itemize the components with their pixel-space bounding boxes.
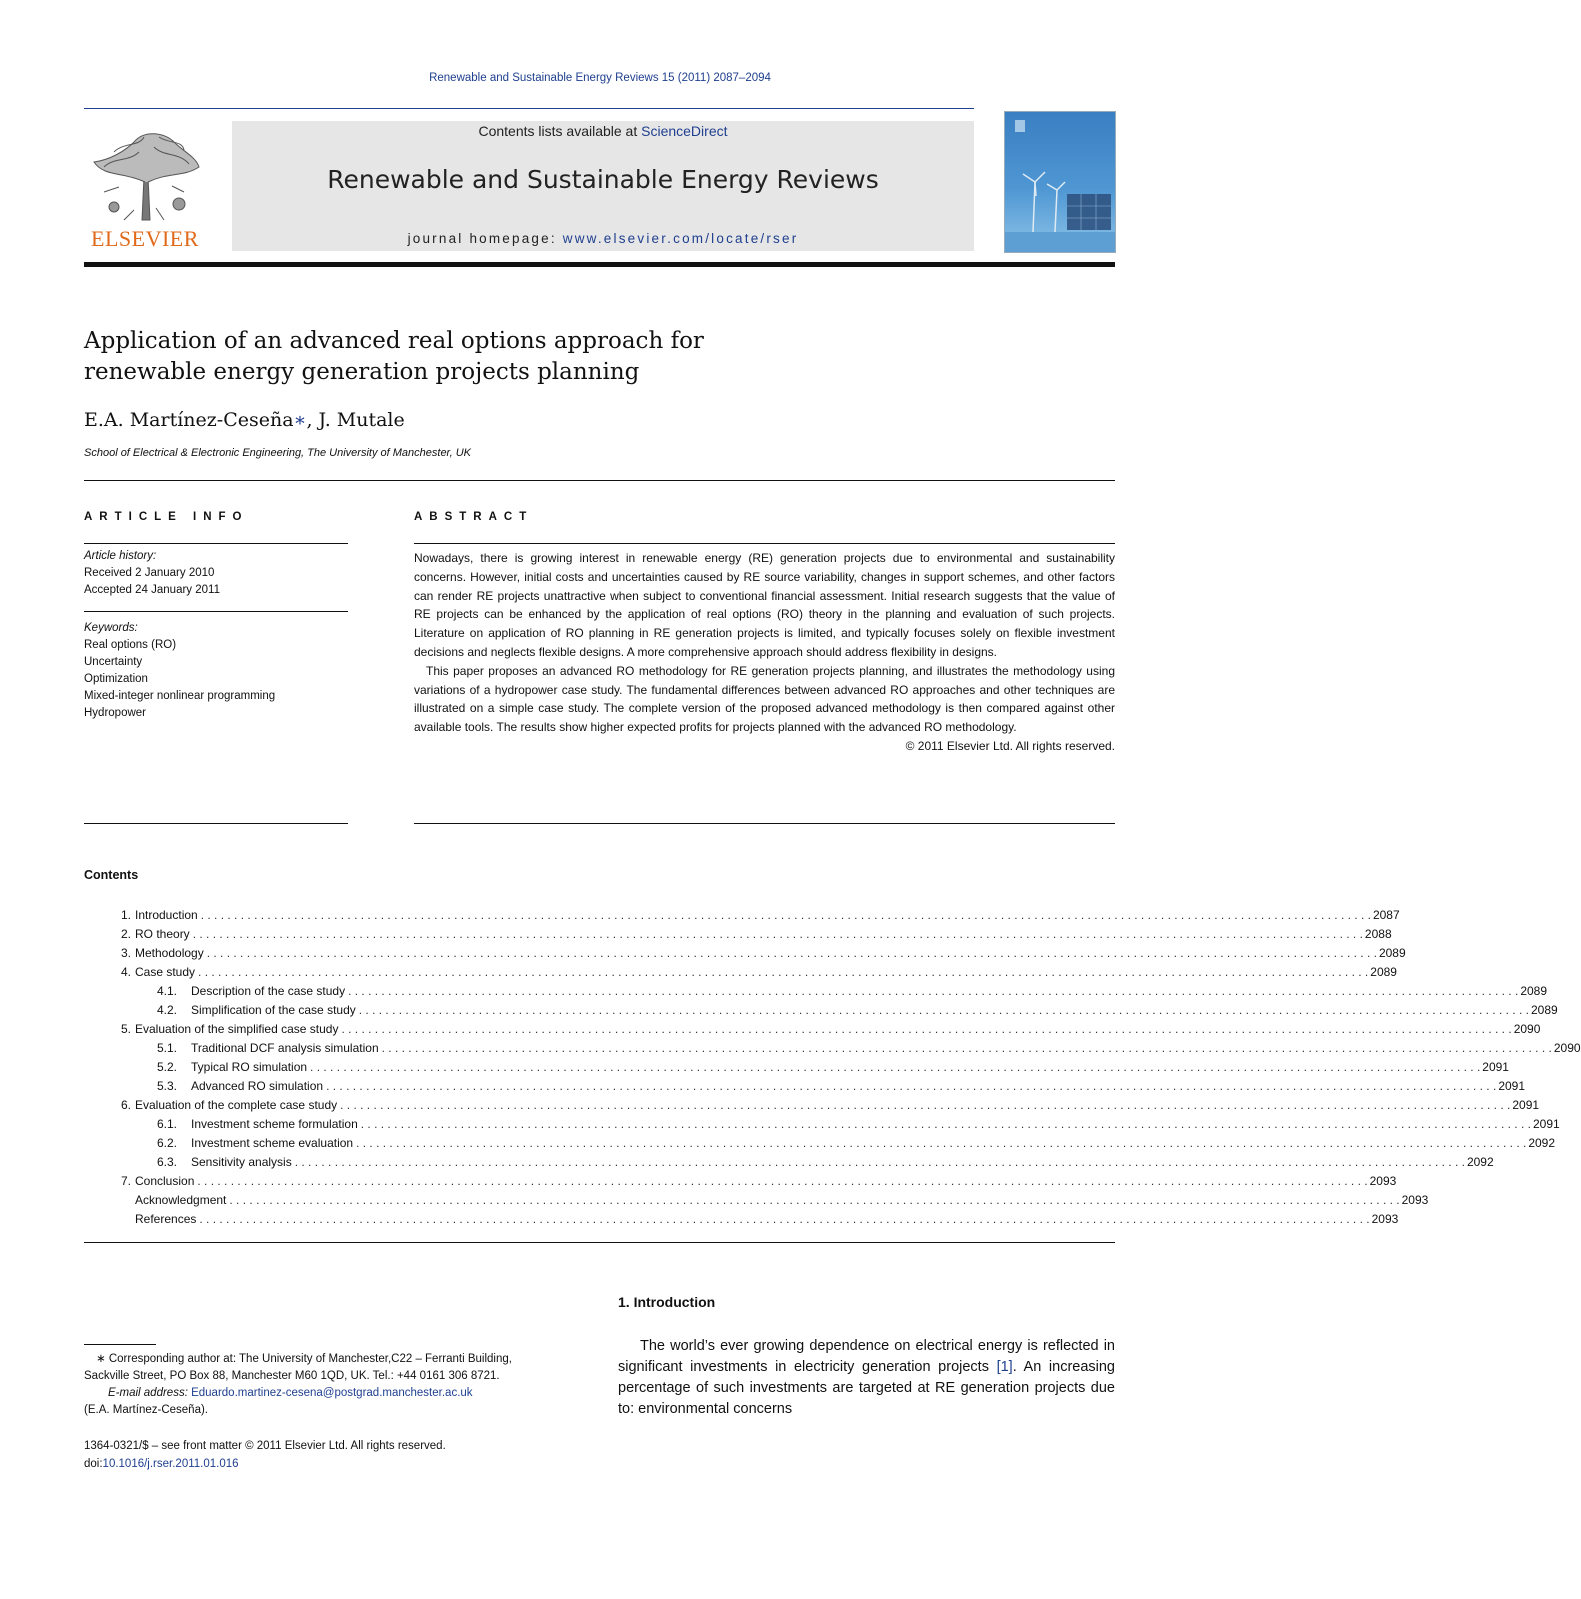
- toc-leader-dots: . . . . . . . . . . . . . . . . . . . . . . . . . . . . . . . . . . . . . . . . . . . . . . . . . . . . . . . . . . . . . . . . . . . . . . . . . . . . . . . . . . . . . . . . . . . . . . . . . . . . . . . . . . . . . . . . . . . . . . . . . . . . . . . . . . . . . . . . . . . . . . . . . . . . . . . . . . . . . . . . . . . . . . . . . . . . . . . .: [341, 1022, 1512, 1036]
- intro-text-b: . An increasing percentage of such investments are targeted at RE generation projects due to: environmental concerns: [618, 1359, 1115, 1417]
- toc-leader-dots: . . . . . . . . . . . . . . . . . . . . . . . . . . . . . . . . . . . . . . . . . . . . . . . . . . . . . . . . . . . . . . . . . . . . . . . . . . . . . . . . . . . . . . . . . . . . . . . . . . . . . . . . . . . . . . . . . . . . . . . . . . . . . . . . . . . . . . . . . . . . . . . . . . . . . . . . . . . . . . . . . . . . . . . . . . . . . . . .: [192, 927, 1363, 941]
- tree-icon: [84, 122, 206, 222]
- toc-page-number: 2089: [1530, 1003, 1558, 1017]
- toc-row[interactable]: [84, 982, 1548, 1001]
- toc-row[interactable]: [84, 1134, 1556, 1153]
- toc-leader-dots: . . . . . . . . . . . . . . . . . . . . . . . . . . . . . . . . . . . . . . . . . . . . . . . . . . . . . . . . . . . . . . . . . . . . . . . . . . . . . . . . . . . . . . . . . . . . . . . . . . . . . . . . . . . . . . . . . . . . . . . . . . . . . . . . . . . . . . . . . . . . . . . . . . . . . . . . . . . . . . . . . . . . . . . . . . . . . . . .: [199, 1212, 1370, 1226]
- homepage-prefix: journal homepage:: [407, 231, 563, 246]
- toc-page-number: 2091: [1482, 1060, 1509, 1074]
- contents-heading: Contents: [84, 868, 139, 882]
- toc-row[interactable]: [84, 1020, 1541, 1039]
- toc-row[interactable]: [84, 906, 1400, 925]
- keywords-block: [84, 620, 275, 722]
- keyword: Optimization: [84, 673, 148, 685]
- header-thick-rule: [84, 262, 1115, 267]
- toc-number: 4.2.: [156, 1003, 177, 1017]
- toc-row[interactable]: [84, 1191, 1429, 1210]
- abstract-paragraph-1: Nowadays, there is growing interest in renewable energy (RE) generation projects due to environmental and sustainability concerns. However, initial costs and uncertainties caused by RE source variability, changes in support schemes, and other factors can render RE projects unattractive when subject to conventional financial assessment. Initial research suggests that the value of RE projects can be enhanced by the application of real options (RO) theory in the planning and evaluation of such projects. Literature on application of RO planning in RE generation projects is limited, and typically focuses solely on flexible investment decisions and neglects flexible designs. A more comprehensive approach should address flexibility in designs.: [414, 551, 1115, 659]
- toc-leader-dots: . . . . . . . . . . . . . . . . . . . . . . . . . . . . . . . . . . . . . . . . . . . . . . . . . . . . . . . . . . . . . . . . . . . . . . . . . . . . . . . . . . . . . . . . . . . . . . . . . . . . . . . . . . . . . . . . . . . . . . . . . . . . . . . . . . . . . . . . . . . . . . . . . . . . . . . . . . . . . . . . . . . . . . . . . . . . . . . .: [340, 1098, 1511, 1112]
- toc-row[interactable]: [84, 1115, 1560, 1134]
- section-rule: [84, 480, 1115, 481]
- toc-gap: [177, 1058, 191, 1077]
- homepage-link[interactable]: www.elsevier.com/locate/rser: [562, 231, 799, 246]
- cover-art-icon: [1005, 112, 1115, 252]
- toc-number: 6.: [120, 1098, 131, 1112]
- toc-label[interactable]: Description of the case study: [191, 984, 346, 998]
- toc-page-number: 2089: [1520, 984, 1548, 998]
- toc-gap: [177, 1115, 191, 1134]
- toc-page-number: 2091: [1512, 1098, 1540, 1112]
- toc-label[interactable]: Advanced RO simulation: [191, 1079, 324, 1093]
- corresponding-author-footnote: [84, 1351, 584, 1419]
- keyword: Real options (RO): [84, 639, 177, 651]
- toc-page-number: 2092: [1466, 1155, 1494, 1169]
- toc-page-number: 2092: [1528, 1136, 1556, 1150]
- journal-title: Renewable and Sustainable Energy Reviews: [327, 165, 879, 194]
- toc-gap: [177, 982, 191, 1001]
- footnote-rule: [84, 1344, 156, 1345]
- article-info-bottom-rule: [84, 823, 348, 824]
- toc-number: 5.2.: [156, 1060, 177, 1074]
- toc-number: 4.1.: [156, 984, 177, 998]
- keywords-rule: [84, 611, 348, 612]
- toc-page-number: 2090: [1513, 1022, 1541, 1036]
- toc-page-number: 2093: [1369, 1174, 1397, 1188]
- corresponding-author-marker[interactable]: ∗: [293, 409, 307, 431]
- toc-leader-dots: . . . . . . . . . . . . . . . . . . . . . . . . . . . . . . . . . . . . . . . . . . . . . . . . . . . . . . . . . . . . . . . . . . . . . . . . . . . . . . . . . . . . . . . . . . . . . . . . . . . . . . . . . . . . . . . . . . . . . . . . . . . . . . . . . . . . . . . . . . . . . . . . . . . . . . . . . . . . . . . . . . . . . . . . . . . . . . . .: [310, 1060, 1481, 1074]
- toc-leader-dots: . . . . . . . . . . . . . . . . . . . . . . . . . . . . . . . . . . . . . . . . . . . . . . . . . . . . . . . . . . . . . . . . . . . . . . . . . . . . . . . . . . . . . . . . . . . . . . . . . . . . . . . . . . . . . . . . . . . . . . . . . . . . . . . . . . . . . . . . . . . . . . . . . . . . . . . . . . . . . . . . . . . . . . . . . . . . . . . .: [326, 1079, 1497, 1093]
- doi-label: doi:: [84, 1458, 103, 1470]
- toc-number: 1.: [120, 908, 131, 922]
- abstract-heading: ABSTRACT: [414, 511, 534, 523]
- toc-leader-dots: . . . . . . . . . . . . . . . . . . . . . . . . . . . . . . . . . . . . . . . . . . . . . . . . . . . . . . . . . . . . . . . . . . . . . . . . . . . . . . . . . . . . . . . . . . . . . . . . . . . . . . . . . . . . . . . . . . . . . . . . . . . . . . . . . . . . . . . . . . . . . . . . . . . . . . . . . . . . . . . . . . . . . . . . . . . . . . . .: [356, 1136, 1527, 1150]
- toc-label[interactable]: Traditional DCF analysis simulation: [191, 1041, 379, 1055]
- toc-row[interactable]: [84, 1172, 1397, 1191]
- toc-number: 2.: [120, 927, 131, 941]
- toc-number: 5.: [120, 1022, 131, 1036]
- elsevier-wordmark: ELSEVIER: [91, 226, 199, 251]
- toc-number: 5.3.: [156, 1079, 177, 1093]
- toc-page-number: 2088: [1364, 927, 1392, 941]
- toc-row[interactable]: [84, 1001, 1558, 1020]
- sciencedirect-link[interactable]: ScienceDirect: [641, 123, 728, 139]
- contents-bottom-rule: [84, 1242, 1115, 1243]
- footnote-line-4: (E.A. Martínez-Ceseña).: [84, 1404, 208, 1416]
- intro-text-a: The world’s ever growing dependence on electrical energy is reflected in significant investments in electricity generation projects: [618, 1338, 1115, 1375]
- toc-label[interactable]: Introduction: [135, 908, 198, 922]
- toc-gap: [177, 1153, 191, 1172]
- toc-page-number: 2087: [1372, 908, 1400, 922]
- toc-label[interactable]: Acknowledgment: [135, 1193, 227, 1207]
- toc-row[interactable]: [84, 944, 1406, 963]
- author-2: , J. Mutale: [306, 409, 405, 431]
- header-rule: [84, 108, 974, 109]
- toc-row[interactable]: [84, 925, 1392, 944]
- email-link[interactable]: Eduardo.martinez-cesena@postgrad.manchester.ac.uk: [191, 1387, 473, 1399]
- abstract-paragraph-2: This paper proposes an advanced RO methodology for RE generation projects planning, and illustrates the methodology using variations of a hydropower case study. The fundamental differences between advanced RO approaches and other techniques are illustrated on a simple case study. The complete version of the proposed advanced methodology is then compared against other available tools. The results show higher expected profits for projects planned with the advanced RO methodology.: [414, 663, 1115, 735]
- toc-leader-dots: . . . . . . . . . . . . . . . . . . . . . . . . . . . . . . . . . . . . . . . . . . . . . . . . . . . . . . . . . . . . . . . . . . . . . . . . . . . . . . . . . . . . . . . . . . . . . . . . . . . . . . . . . . . . . . . . . . . . . . . . . . . . . . . . . . . . . . . . . . . . . . . . . . . . . . . . . . . . . . . . . . . . . . . . . . . . . . . .: [381, 1041, 1552, 1055]
- article-title: [84, 326, 904, 388]
- toc-number: 3.: [120, 946, 131, 960]
- toc-gap: [177, 1001, 191, 1020]
- toc-row[interactable]: [84, 1153, 1494, 1172]
- toc-leader-dots: . . . . . . . . . . . . . . . . . . . . . . . . . . . . . . . . . . . . . . . . . . . . . . . . . . . . . . . . . . . . . . . . . . . . . . . . . . . . . . . . . . . . . . . . . . . . . . . . . . . . . . . . . . . . . . . . . . . . . . . . . . . . . . . . . . . . . . . . . . . . . . . . . . . . . . . . . . . . . . . . . . . . . . . . . . . . . . . .: [229, 1193, 1400, 1207]
- toc-number: [84, 1210, 131, 1229]
- keyword: Hydropower: [84, 707, 146, 719]
- running-head: Renewable and Sustainable Energy Reviews 15 (2011) 2087–2094: [429, 72, 771, 84]
- toc-page-number: 2089: [1378, 946, 1406, 960]
- affiliation: School of Electrical & Electronic Engineering, The University of Manchester, UK: [84, 447, 472, 459]
- keyword: Mixed-integer nonlinear programming: [84, 690, 276, 702]
- toc-leader-dots: . . . . . . . . . . . . . . . . . . . . . . . . . . . . . . . . . . . . . . . . . . . . . . . . . . . . . . . . . . . . . . . . . . . . . . . . . . . . . . . . . . . . . . . . . . . . . . . . . . . . . . . . . . . . . . . . . . . . . . . . . . . . . . . . . . . . . . . . . . . . . . . . . . . . . . . . . . . . . . . . . . . . . . . . . . . . . . . .: [206, 946, 1377, 960]
- abstract-body: [414, 549, 1115, 756]
- contents-prefix: Contents lists available at: [478, 123, 642, 139]
- toc-row[interactable]: [84, 1096, 1540, 1115]
- toc-number: 7.: [120, 1174, 131, 1188]
- received-date: Received 2 January 2010: [84, 567, 215, 579]
- elsevier-logo: [84, 122, 206, 252]
- toc-leader-dots: . . . . . . . . . . . . . . . . . . . . . . . . . . . . . . . . . . . . . . . . . . . . . . . . . . . . . . . . . . . . . . . . . . . . . . . . . . . . . . . . . . . . . . . . . . . . . . . . . . . . . . . . . . . . . . . . . . . . . . . . . . . . . . . . . . . . . . . . . . . . . . . . . . . . . . . . . . . . . . . . . . . . . . . . . . . . . . . .: [200, 908, 1371, 922]
- toc-leader-dots: . . . . . . . . . . . . . . . . . . . . . . . . . . . . . . . . . . . . . . . . . . . . . . . . . . . . . . . . . . . . . . . . . . . . . . . . . . . . . . . . . . . . . . . . . . . . . . . . . . . . . . . . . . . . . . . . . . . . . . . . . . . . . . . . . . . . . . . . . . . . . . . . . . . . . . . . . . . . . . . . . . . . . . . . . . . . . . . .: [348, 984, 1519, 998]
- toc-page-number: 2091: [1532, 1117, 1560, 1131]
- article-info-rule: [84, 543, 348, 544]
- toc-number: 4.: [120, 965, 131, 979]
- journal-homepage: [232, 231, 974, 246]
- toc-leader-dots: . . . . . . . . . . . . . . . . . . . . . . . . . . . . . . . . . . . . . . . . . . . . . . . . . . . . . . . . . . . . . . . . . . . . . . . . . . . . . . . . . . . . . . . . . . . . . . . . . . . . . . . . . . . . . . . . . . . . . . . . . . . . . . . . . . . . . . . . . . . . . . . . . . . . . . . . . . . . . . . . . . . . . . . . . . . . . . . .: [358, 1003, 1529, 1017]
- toc-row[interactable]: [84, 963, 1397, 982]
- toc-page-number: 2093: [1371, 1212, 1399, 1226]
- toc-label[interactable]: Case study: [135, 965, 196, 979]
- doi-link[interactable]: 10.1016/j.rser.2011.01.016: [102, 1458, 239, 1470]
- issn-block: [84, 1437, 604, 1473]
- journal-cover-image: [1004, 111, 1116, 253]
- toc-gap: [177, 1134, 191, 1153]
- title-line-1: Application of an advanced real options approach for: [84, 328, 704, 354]
- article-info-heading: ARTICLE INFO: [84, 511, 249, 523]
- toc-leader-dots: . . . . . . . . . . . . . . . . . . . . . . . . . . . . . . . . . . . . . . . . . . . . . . . . . . . . . . . . . . . . . . . . . . . . . . . . . . . . . . . . . . . . . . . . . . . . . . . . . . . . . . . . . . . . . . . . . . . . . . . . . . . . . . . . . . . . . . . . . . . . . . . . . . . . . . . . . . . . . . . . . . . . . . . . . . . . . . . .: [198, 965, 1369, 979]
- email-label: E-mail address:: [108, 1387, 192, 1399]
- author-list: [84, 409, 405, 431]
- toc-number: 6.1.: [156, 1117, 177, 1131]
- footnote-email-line: [84, 1385, 584, 1402]
- toc-row[interactable]: [84, 1039, 1581, 1058]
- toc-number: 6.2.: [156, 1136, 177, 1150]
- accepted-date: Accepted 24 January 2011: [84, 584, 220, 596]
- toc-label[interactable]: Typical RO simulation: [191, 1060, 308, 1074]
- doi-line: [84, 1455, 604, 1473]
- toc-number: 5.1.: [156, 1041, 177, 1055]
- keyword: Uncertainty: [84, 656, 143, 668]
- issn-line: 1364-0321/$ – see front matter © 2011 Elsevier Ltd. All rights reserved.: [84, 1440, 446, 1452]
- toc-number: [84, 1191, 131, 1210]
- toc-label[interactable]: RO theory: [135, 927, 190, 941]
- toc-row[interactable]: [84, 1058, 1509, 1077]
- table-of-contents: [84, 906, 1581, 1229]
- keywords-label: Keywords:: [84, 622, 138, 634]
- copyright-notice: © 2011 Elsevier Ltd. All rights reserved.: [905, 738, 1115, 753]
- footnote-line-1: ∗ Corresponding author at: The University of Manchester,C22 – Ferranti Building,: [96, 1353, 512, 1365]
- toc-label[interactable]: Methodology: [135, 946, 204, 960]
- toc-label[interactable]: Sensitivity analysis: [191, 1155, 292, 1169]
- introduction-text: [618, 1336, 1115, 1420]
- toc-number: 6.3.: [156, 1155, 177, 1169]
- toc-leader-dots: . . . . . . . . . . . . . . . . . . . . . . . . . . . . . . . . . . . . . . . . . . . . . . . . . . . . . . . . . . . . . . . . . . . . . . . . . . . . . . . . . . . . . . . . . . . . . . . . . . . . . . . . . . . . . . . . . . . . . . . . . . . . . . . . . . . . . . . . . . . . . . . . . . . . . . . . . . . . . . . . . . . . . . . . . . . . . . . .: [197, 1174, 1368, 1188]
- toc-gap: [177, 1077, 191, 1096]
- toc-leader-dots: . . . . . . . . . . . . . . . . . . . . . . . . . . . . . . . . . . . . . . . . . . . . . . . . . . . . . . . . . . . . . . . . . . . . . . . . . . . . . . . . . . . . . . . . . . . . . . . . . . . . . . . . . . . . . . . . . . . . . . . . . . . . . . . . . . . . . . . . . . . . . . . . . . . . . . . . . . . . . . . . . . . . . . . . . . . . . . . .: [294, 1155, 1465, 1169]
- toc-label[interactable]: Investment scheme evaluation: [191, 1136, 354, 1150]
- title-line-2: renewable energy generation projects planning: [84, 359, 640, 385]
- toc-label[interactable]: Investment scheme formulation: [191, 1117, 358, 1131]
- toc-label[interactable]: Conclusion: [135, 1174, 195, 1188]
- toc-row[interactable]: [84, 1077, 1526, 1096]
- introduction-heading: 1. Introduction: [618, 1294, 716, 1310]
- toc-label[interactable]: Simplification of the case study: [191, 1003, 356, 1017]
- history-label: Article history:: [84, 550, 157, 562]
- contents-available: [232, 123, 974, 139]
- toc-page-number: 2090: [1553, 1041, 1581, 1055]
- citation-link[interactable]: [1]: [996, 1359, 1013, 1375]
- footnote-line-2: Sackville Street, PO Box 88, Manchester M60 1QD, UK. Tel.: +44 0161 306 8721.: [84, 1370, 500, 1382]
- article-history: [84, 548, 220, 599]
- toc-page-number: 2091: [1498, 1079, 1526, 1093]
- toc-page-number: 2093: [1401, 1193, 1429, 1207]
- abstract-bottom-rule: [414, 823, 1115, 824]
- toc-page-number: 2089: [1370, 965, 1397, 979]
- toc-label[interactable]: Evaluation of the simplified case study: [135, 1022, 339, 1036]
- toc-label[interactable]: References: [135, 1212, 197, 1226]
- journal-banner: [232, 121, 974, 251]
- toc-leader-dots: . . . . . . . . . . . . . . . . . . . . . . . . . . . . . . . . . . . . . . . . . . . . . . . . . . . . . . . . . . . . . . . . . . . . . . . . . . . . . . . . . . . . . . . . . . . . . . . . . . . . . . . . . . . . . . . . . . . . . . . . . . . . . . . . . . . . . . . . . . . . . . . . . . . . . . . . . . . . . . . . . . . . . . . . . . . . . . . .: [360, 1117, 1531, 1131]
- abstract-rule: [414, 543, 1115, 544]
- toc-label[interactable]: Evaluation of the complete case study: [135, 1098, 338, 1112]
- author-1: E.A. Martínez-Ceseña: [84, 409, 294, 431]
- toc-gap: [177, 1039, 191, 1058]
- toc-row[interactable]: [84, 1210, 1399, 1229]
